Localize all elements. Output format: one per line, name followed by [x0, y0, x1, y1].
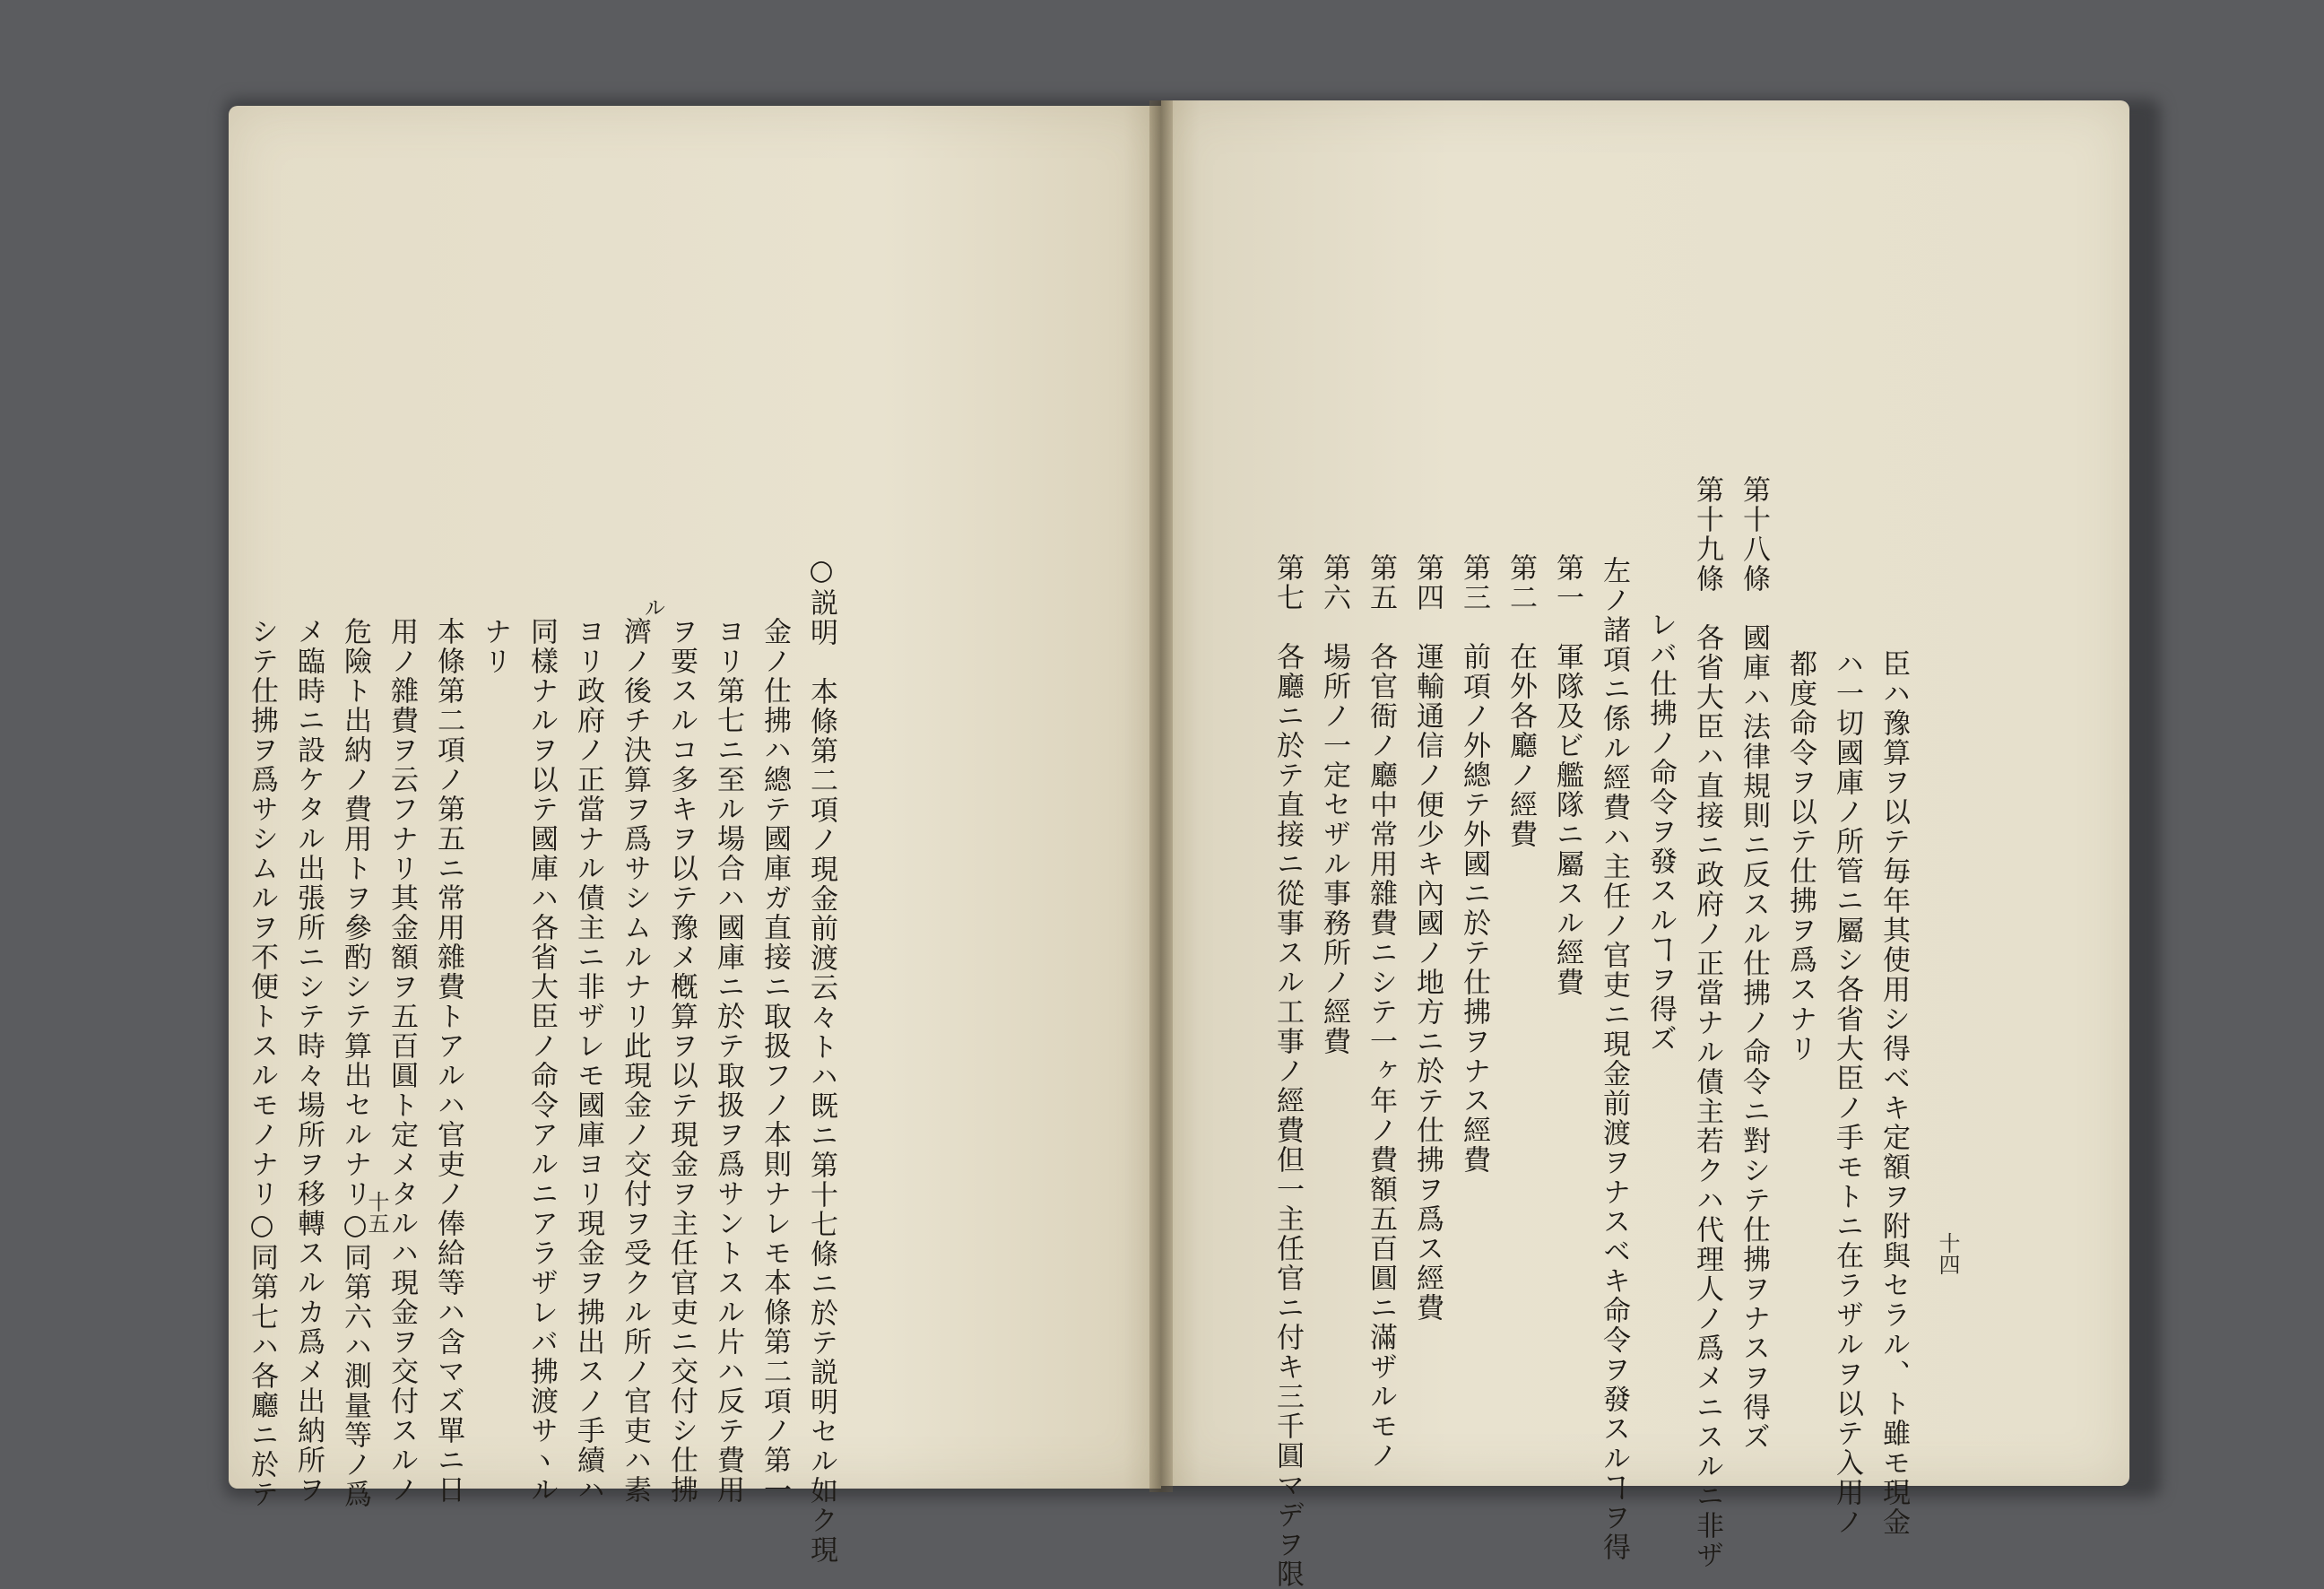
left-col-9: 本條第二項ノ第五ニ常用雜費トアルハ官吏ノ俸給等ハ含マズ單ニ日: [432, 617, 464, 1505]
right-col-3: 都度命令ヲ以テ仕拂ヲ爲スナリ: [1784, 649, 1817, 1064]
right-col-1: 臣ハ豫算ヲ以テ毎年其使用シ得ベキ定額ヲ附與セラル、ト雖モ現金: [1877, 649, 1910, 1537]
right-col-7: 左ノ諸項ニ係ル經費ハ主任ノ官吏ニ現金前渡ヲナスベキ命令ヲ發スルヿヲ得: [1598, 556, 1630, 1562]
left-col-6: ヨリ政府ノ正當ナル債主ニ非ザレモ國庫ヨリ現金ヲ拂出スノ手續ハ: [572, 617, 604, 1505]
right-col-10: 第三 前項ノ外總テ外國ニ於テ仕拂ヲナス經費: [1458, 553, 1490, 1175]
right-page: [1161, 100, 2129, 1589]
left-col-12: メ臨時ニ設ケタル出張所ニシテ時々場所ヲ移轉スルカ爲メ出納所ヲ: [292, 617, 325, 1505]
left-col-4: ヲ要スルコ多キヲ以テ豫メ槪算ヲ以テ現金ヲ主任官吏ニ交付シ仕拂: [665, 617, 698, 1505]
left-col-1: ○説明 本條第二項ノ現金前渡云々トハ既ニ第十七條ニ於テ説明セル如ク現: [805, 554, 837, 1565]
left-col-8: ナリ: [479, 617, 511, 676]
left-col-10: 用ノ雜費ヲ云フナリ其金額ヲ五百圓ト定メタルハ現金ヲ交付スルノ: [386, 617, 418, 1505]
right-col-6: レバ仕拂ノ命令ヲ發スルヿヲ得ズ: [1644, 610, 1677, 1054]
right-col-4: 第十八條 國庫ハ法律規則ニ反スル仕拂ノ命令ニ對シテ仕拂ヲナスヲ得ズ: [1738, 475, 1770, 1452]
right-col-2: ハ一切國庫ノ所管ニ屬シ各省大臣ノ手モトニ在ラザルヲ以テ入用ノ: [1831, 649, 1863, 1537]
book-gutter: [1149, 100, 1173, 1492]
right-col-14: 第七 各廳ニ於テ直接ニ從事スル工事ノ經費但一主任官ニ付キ三千圓マデヲ限: [1271, 553, 1304, 1589]
right-col-13: 第六 場所ノ一定セザル事務所ノ經費: [1318, 553, 1350, 1056]
left-col-7: 同樣ナルヲ以テ國庫ハ各省大臣ノ命令アルニアラザレバ拂渡サヽル: [525, 617, 558, 1505]
left-col-13: シテ仕拂ヲ爲サシムルヲ不便トスルモノナリ○同第七ハ各廳ニ於テ: [246, 617, 278, 1509]
left-col-2: 金ノ仕拂ハ總テ國庫ガ直接ニ取扱フノ本則ナレモ本條第二項ノ第一: [759, 617, 791, 1505]
left-page: [229, 106, 1161, 1565]
left-col-5: 濟ノ後チ決算ヲ爲サシムルナリ此現金ノ交付ヲ受クル所ノ官吏ハ素: [619, 617, 651, 1505]
right-col-12: 第五 各官衙ノ廳中常用雜費ニシテ一ヶ年ノ費額五百圓ニ滿ザルモノ: [1365, 553, 1397, 1471]
page-fragment: ル: [640, 596, 665, 621]
right-col-9: 第二 在外各廳ノ經費: [1505, 553, 1537, 849]
right-page-number: 十四: [1935, 1232, 1960, 1275]
left-col-11: 危險ト出納ノ費用トヲ參酌シテ算出セルナリ○同第六ハ測量等ノ爲: [339, 617, 371, 1509]
right-col-5: 第十九條 各省大臣ハ直接ニ政府ノ正當ナル債主若クハ代理人ノ爲メニスルニ非ザ: [1691, 475, 1723, 1570]
right-col-8: 第一 軍隊及ビ艦隊ニ屬スル經費: [1551, 553, 1583, 997]
left-page-number: 十五: [364, 1191, 389, 1234]
right-col-11: 第四 運輸通信ノ便少キ內國ノ地方ニ於テ仕拂ヲ爲ス經費: [1411, 553, 1444, 1323]
left-col-3: ヨリ第七ニ至ル場合ハ國庫ニ於テ取扱ヲ爲サントスル片ハ反テ費用: [712, 617, 744, 1505]
